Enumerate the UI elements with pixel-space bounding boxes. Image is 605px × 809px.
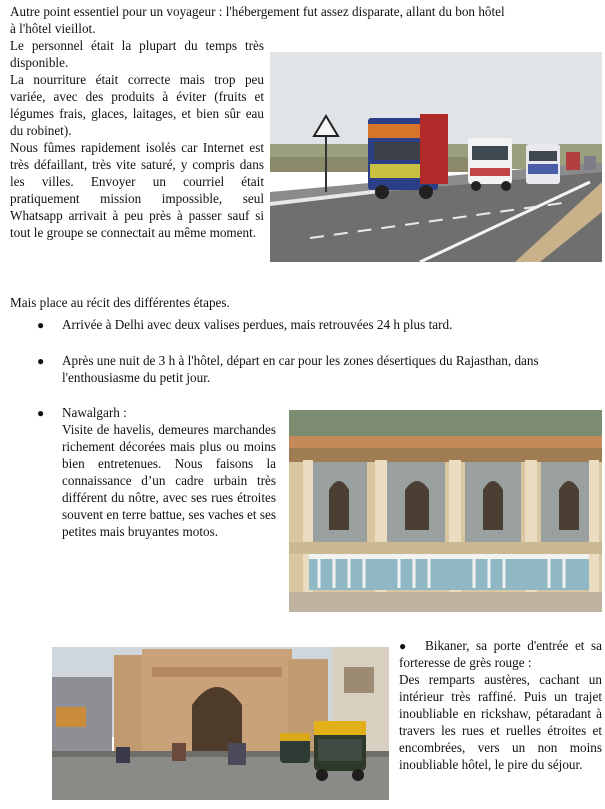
bullet-dot-icon: ●: [37, 318, 45, 332]
left-column-text: [10, 37, 264, 241]
bus-item: Après une nuit de 3 h à l'hôtel, départ en car pour les zones désertiques du Rajasthan, dans l'enthousiasme du petit jour.: [62, 353, 539, 385]
bullet-dot-icon: ●: [37, 406, 45, 420]
highway-trucks-photo: [270, 52, 602, 262]
food-paragraph: La nourriture était correcte mais trop peu variée, avec des produits à éviter (fruits et légumes frais, glaces, laitages, et bien sûr eau du robinet).: [10, 72, 264, 138]
staff-paragraph: Le personnel était la plupart du temps très disponible.: [10, 38, 264, 70]
haveli-courtyard-photo: [289, 410, 602, 612]
bikaner-text: Des remparts austères, cachant un intérieur très raffiné. Puis un trajet inoubliable en rickshaw, pétaradant à travers les rues et ruelles étroites et encombrées, vers un non moins inoubliable hôtel, le pire du séjour.: [399, 672, 602, 772]
internet-paragraph: Nous fûmes rapidement isolés car Internet est très défaillant, très vite saturé, y compris dans les villes. Envoyer un courriel était pratiquement mission impossible, seul Whatsapp arrivait à peu près à passer sauf si tout le groupe se connectait au même moment.: [10, 140, 264, 240]
nawalgarh-title: Nawalgarh :: [62, 405, 127, 420]
intro-line-2: à l'hôtel vieillot.: [10, 21, 96, 36]
bullet-dot-icon: ●: [37, 354, 45, 368]
bullet-dot-icon: ●: [399, 639, 407, 653]
nawalgarh-text: Visite de havelis, demeures marchandes richement décorées mais plus ou moins bien entretenues. Nous faisons la connaissance d’un cadre urbain très différent du nôtre, avec ses rues étroites souvent en terre battue, ses vaches et ses petites mais bruyantes motos.: [62, 422, 276, 539]
bikaner-title: Bikaner, sa porte d'entrée et sa forteresse de grès rouge :: [399, 638, 602, 670]
transition-line: Mais place au récit des différentes étapes.: [10, 295, 230, 310]
intro-line-1: Autre point essentiel pour un voyageur : l'hébergement fut assez disparate, allant du bon hôtel: [10, 4, 505, 19]
bikaner-gate-photo: [52, 647, 389, 800]
delhi-item: Arrivée à Delhi avec deux valises perdues, mais retrouvées 24 h plus tard.: [62, 317, 453, 332]
